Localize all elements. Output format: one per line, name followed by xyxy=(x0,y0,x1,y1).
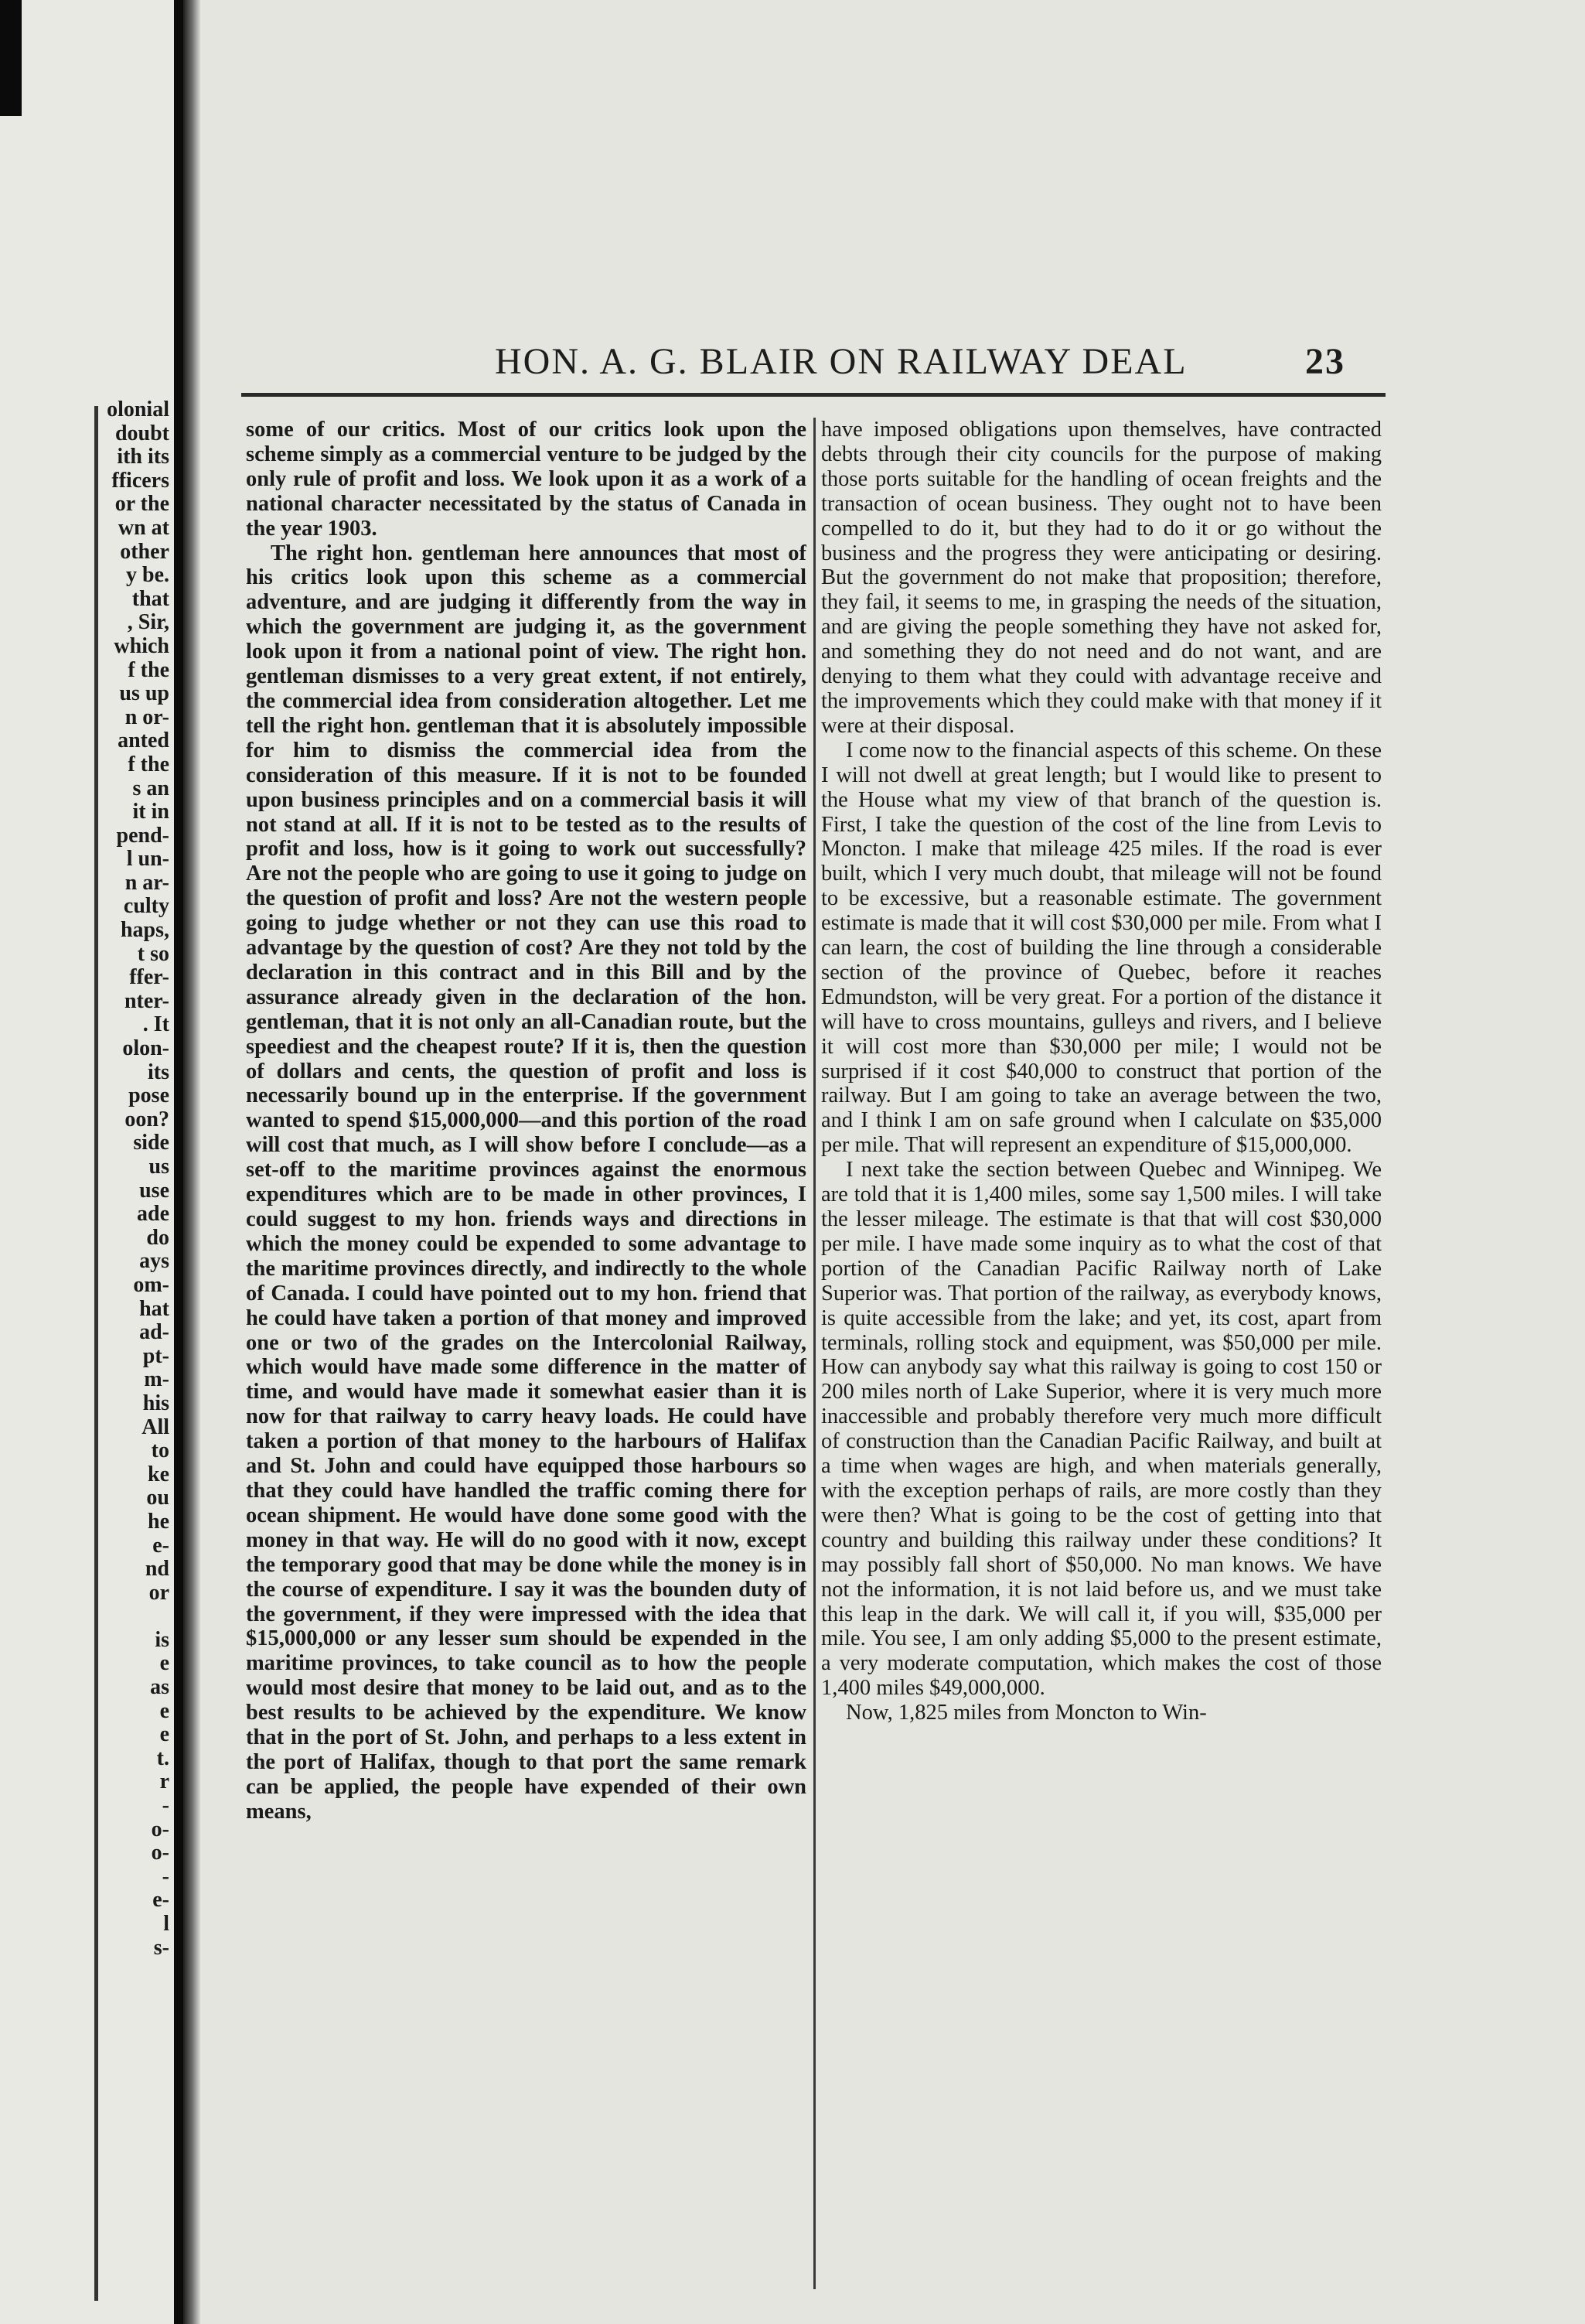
facing-page-fragment: , Sir, xyxy=(127,611,169,635)
facing-page-fragment: f the xyxy=(128,658,169,682)
facing-page-fragment: that xyxy=(131,587,169,611)
facing-page-fragment: its xyxy=(148,1060,169,1084)
facing-page-fragment: hat xyxy=(139,1297,169,1321)
facing-page-fragment: r xyxy=(159,1770,169,1794)
facing-page-fragment: pose xyxy=(128,1084,169,1108)
facing-page-fragment: ade xyxy=(137,1203,169,1227)
facing-page-fragment: oon? xyxy=(124,1107,169,1131)
facing-page-fragment: . It xyxy=(142,1013,169,1037)
paragraph: The right hon. gentleman here announces that most of his critics look upon this scheme as a commercial adventure, and are judging it differently from the way in which the government are judging it, as the government look upon it from a national point of view. The right hon. gentleman dismisses to a very great extent, if not entirely, the commercial idea from consideration altogether. Let me tell the right hon. gentleman that it is absolutely impossible for him to dismiss the commercial idea from the consideration of this measure. If it is not to be founded upon business principles and on a commercial basis it will not stand at all. If it is not to be tested as to the results of profit and loss, how is it going to work out successfully? Are not the people who are going to use it going to judge on the question of profit and loss? Are not the western people going to judge whether or not they can use this road to advantage by the question of cost? Are they not told by the declaration in this contract and in this Bill and by the assurance already given in the declaration of the hon. gentleman, that it is not only an all-Canadian route, but the speediest and the cheapest route? If it is, then the question of dollars and cents, the question of profit and loss is necessarily bound up in the enterprise. If the government wanted to spend $15,000,000—and this portion of the road will cost that much, as I will show before I conclude—as a set-off to the maritime provinces against the enormous expenditures which are to be made in other provinces, I could suggest to my hon. friends ways and directions in which the money could be expended to some advantage to the maritime provinces directly, and indirectly to the whole of Canada. I could have pointed out to my hon. friend that he could have taken a portion of that money and improved one or two of the grades on the Intercolonial Railway, which would have made some difference in the matter of time, and would have made it somewhat easier than it is now for that railway to carry heavy loads. He could have taken a portion of that money to the harbours of Halifax and St. John and could have equipped those harbours so that they could have handled the traffic coming there for ocean shipment. He would have done some good with the money in that way. He will do no good with it now, except the temporary good that may be done while the money is in the course of expenditure. I say it was the bounden duty of the government, if they were impressed with the idea that $15,000,000 or any lesser sum should be expended in the maritime provinces, to take council as to how the people would most desire that money to be laid out, and as to the best results to be achieved by the expenditure. We know that in the port of St. John, and perhaps to a less extent in the port of Halifax, though to that port the same remark can be applied, the people have expended of their own means, xyxy=(246,541,806,1824)
facing-page-fragment: or the xyxy=(114,493,169,517)
facing-page-fragment: anted xyxy=(118,729,169,753)
facing-page-fragment: ays xyxy=(139,1250,169,1274)
facing-page-fragment: y be. xyxy=(126,564,169,588)
facing-page-fragment: fficers xyxy=(111,469,169,493)
facing-page-fragment: is xyxy=(155,1628,169,1652)
facing-page-fragment: o- xyxy=(151,1817,169,1841)
facing-page-fragment: s- xyxy=(153,1936,169,1960)
facing-page-fragment: f the xyxy=(128,752,169,776)
facing-page-fragment: us up xyxy=(119,682,169,706)
binding-gap xyxy=(174,0,183,2324)
facing-page-fragment: it in xyxy=(132,800,169,824)
facing-page-fragment: e- xyxy=(152,1534,169,1558)
running-title: HON. A. G. BLAIR ON RAILWAY DEAL xyxy=(495,341,1188,382)
facing-page-fragment: which xyxy=(114,634,169,658)
facing-page-fragment: s an xyxy=(132,776,169,800)
facing-page-fragment: e xyxy=(159,1652,169,1676)
facing-page-fragment: haps, xyxy=(120,919,169,943)
paragraph: Now, 1,825 miles from Moncton to Win- xyxy=(846,1701,1207,1725)
facing-page-fragment: ou xyxy=(146,1486,169,1510)
facing-page-fragment: l un- xyxy=(126,848,169,872)
facing-page-fragment: us xyxy=(148,1155,169,1179)
facing-page-fragment: or xyxy=(148,1581,169,1605)
facing-page-fragment: o- xyxy=(151,1841,169,1865)
right-text-column xyxy=(821,418,1382,2289)
facing-page-fragment: pend- xyxy=(116,824,169,848)
facing-page-strip xyxy=(0,0,174,2324)
facing-page-fragment: ffer- xyxy=(129,966,169,990)
facing-page-fragment: as xyxy=(150,1676,169,1700)
facing-page-fragment: ke xyxy=(148,1462,169,1486)
facing-page-fragment: he xyxy=(148,1510,169,1534)
facing-page-fragment: t. xyxy=(156,1746,169,1770)
scan-dark-corner xyxy=(0,0,22,116)
facing-page-fragment: All xyxy=(141,1415,169,1439)
paragraph: I next take the section between Quebec and Winnipeg. We are told that it is 1,400 miles, some say 1,500 miles. I will take the lesser mileage. The estimate is that that will cost $30,000 per mile. I have made some inquiry as to what the cost of that portion of the Canadian Pacific Railway north of Lake Superior was. That portion of the railway, as everybody knows, is quite accessible from the lake; and yet, its cost, apart from terminals, rolling stock and equipment, was $50,000 per mile. How can anybody say what this railway is going to cost 150 or 200 miles north of Lake Superior, where it is very much more inaccessible and probably therefore very much more difficult of construction than the Canadian Pacific Railway, and built at a time when wages are high, and when materials generally, with the exception perhaps of rails, are more costly than they were then? What is going to be the cost of getting into that country and building this railway under these conditions? It may possibly fall short of $50,000. No man knows. We have not the information, it is not laid before us, and we must take this leap in the dark. We will call it, if you will, $35,000 per mile. You see, I am only adding $5,000 to the present estimate, a very moderate computation, which makes the cost of those 1,400 miles $49,000,000. xyxy=(821,1158,1382,1701)
facing-page-fragment: do xyxy=(146,1226,169,1250)
paragraph: have imposed obligations upon themselves, have contracted debts through their city councils for the purpose of making those ports suitable for the handling of ocean freights and the transaction of ocean business. They ought not to have been compelled to do it, but they had to do it or go without the business and the progress they were anticipating or desiring. But the government do not make that proposition; therefore, they fail, it seems to me, in grasping the needs of the situation, and are giving the people something they have not asked for, and something they do not need and do not want, and are denying to them what they could with advantage receive and the improvements which they could make with that money if it were at their disposal. xyxy=(821,418,1382,738)
facing-page-fragment: doubt xyxy=(114,421,169,445)
facing-page-fragment: to xyxy=(151,1439,169,1463)
facing-page-fragment: n or- xyxy=(124,705,169,729)
facing-page-fragment: m- xyxy=(144,1368,169,1392)
facing-page-fragment: nter- xyxy=(124,989,169,1013)
facing-page-fragment: e xyxy=(159,1699,169,1723)
facing-page-fragment: om- xyxy=(133,1273,169,1297)
facing-page-fragment: side xyxy=(133,1131,169,1155)
facing-page-fragment: l xyxy=(163,1913,169,1936)
facing-page-fragment xyxy=(3,1605,169,1629)
facing-page-fragment: - xyxy=(162,1794,169,1818)
facing-page-fragment: nd xyxy=(145,1558,169,1582)
facing-page-fragment: other xyxy=(120,540,169,564)
facing-page-text-fragments xyxy=(3,398,169,1960)
facing-page-fragment: - xyxy=(162,1865,169,1889)
facing-page-fragment: wn at xyxy=(118,516,169,540)
page-gutter-shadow xyxy=(183,0,200,2324)
facing-page-fragment: his xyxy=(142,1391,169,1415)
facing-page-fragment: culty xyxy=(123,895,169,919)
facing-page-fragment: n ar- xyxy=(124,871,169,895)
facing-page-fragment: olonial xyxy=(107,398,169,421)
facing-page-fragment: e xyxy=(159,1723,169,1747)
facing-page-fragment: olon- xyxy=(122,1037,169,1061)
column-divider xyxy=(813,418,816,2289)
page-number: 23 xyxy=(1305,341,1345,382)
header-rule xyxy=(241,393,1386,397)
left-text-column xyxy=(246,418,806,2289)
facing-page-fragment: ad- xyxy=(139,1321,169,1345)
facing-page-fragment: use xyxy=(139,1179,169,1203)
paragraph: I come now to the financial aspects of this scheme. On these I will not dwell at great length; but I would like to present to the House what my view of that branch of the question is. First, I take the question of the cost of the line from Levis to Moncton. I make that mileage 425 miles. If the road is ever built, which I very much doubt, that mileage will not be found to be excessive, but a reasonable estimate. The government estimate is made that it will cost $30,000 per mile. From what I can learn, the cost of building the line through a considerable section of the province of Quebec, before it reaches Edmundston, will be very great. For a portion of the distance it will have to cross mountains, gulleys and rivers, and I believe it will cost more than $30,000 per mile; I would not be surprised if it cost $40,000 to construct that portion of the railway. But I am going to take an average between the two, and I think I am on safe ground when I calculate on $35,000 per mile. That will represent an expenditure of $15,000,000. xyxy=(821,738,1382,1158)
running-header xyxy=(495,340,1345,387)
paragraph: some of our critics. Most of our critics look upon the scheme simply as a commercial venture to be judged by the only rule of profit and loss. We look upon it as a work of a national character necessitated by the status of Canada in the year 1903. xyxy=(246,418,806,541)
facing-page-fragment: pt- xyxy=(142,1344,169,1368)
facing-page-fragment: e- xyxy=(152,1889,169,1913)
facing-page-fragment: t so xyxy=(137,942,169,966)
facing-page-fragment: ith its xyxy=(117,445,169,469)
